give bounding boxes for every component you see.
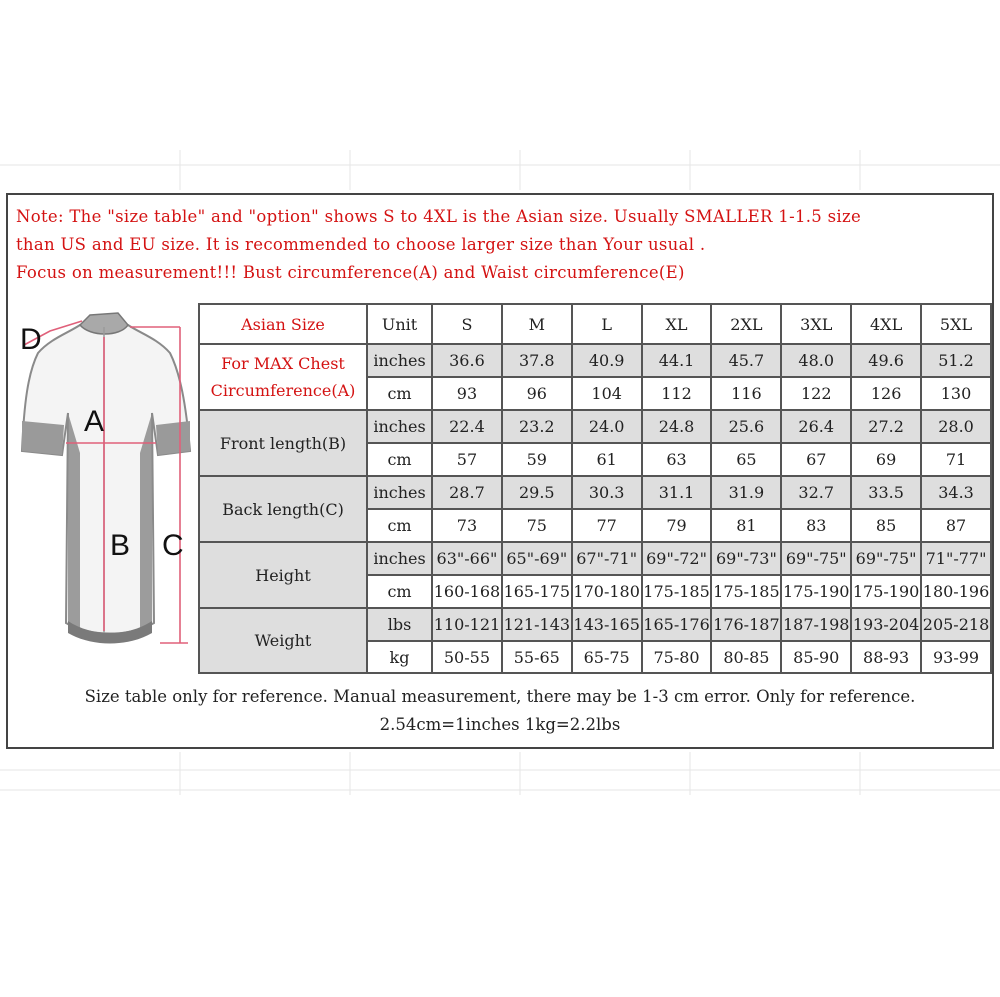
value-cell: 116 — [711, 377, 781, 410]
size-chart-frame — [6, 193, 994, 749]
label-c: C — [162, 529, 184, 562]
size-m: M — [502, 304, 572, 344]
value-cell: 175-190 — [781, 575, 851, 608]
value-cell: 75-80 — [642, 641, 712, 673]
value-cell: 65-75 — [572, 641, 642, 673]
value-cell: 77 — [572, 509, 642, 542]
value-cell: 61 — [572, 443, 642, 476]
value-cell: 31.1 — [642, 476, 712, 509]
value-cell: 126 — [851, 377, 921, 410]
unit-cell: cm — [367, 575, 432, 608]
chest-label — [199, 344, 367, 410]
value-cell: 93 — [432, 377, 502, 410]
value-cell: 69"-75" — [781, 542, 851, 575]
value-cell: 50-55 — [432, 641, 502, 673]
note-line-2: than US and EU size. It is recommended to choose larger size than Your usual . — [16, 235, 706, 254]
footer-line-1: Size table only for reference. Manual measurement, there may be 1-3 cm error. Only for reference. — [84, 687, 916, 706]
table-row — [199, 542, 991, 575]
value-cell: 130 — [921, 377, 991, 410]
value-cell: 160-168 — [432, 575, 502, 608]
value-cell: 187-198 — [781, 608, 851, 641]
value-cell: 104 — [572, 377, 642, 410]
value-cell: 49.6 — [851, 344, 921, 377]
value-cell: 96 — [502, 377, 572, 410]
table-row — [199, 476, 991, 509]
value-cell: 165-175 — [502, 575, 572, 608]
value-cell: 31.9 — [711, 476, 781, 509]
value-cell: 34.3 — [921, 476, 991, 509]
size-s: S — [432, 304, 502, 344]
unit-cell: inches — [367, 410, 432, 443]
value-cell: 69"-73" — [711, 542, 781, 575]
value-cell: 80-85 — [711, 641, 781, 673]
footer-line-2: 2.54cm=1inches 1kg=2.2lbs — [379, 715, 621, 734]
value-cell: 55-65 — [502, 641, 572, 673]
value-cell: 28.7 — [432, 476, 502, 509]
height-label: Height — [199, 542, 367, 608]
value-cell: 83 — [781, 509, 851, 542]
value-cell: 24.0 — [572, 410, 642, 443]
size-header-row — [199, 304, 991, 344]
value-cell: 22.4 — [432, 410, 502, 443]
table-row — [199, 410, 991, 443]
table-row — [199, 344, 991, 377]
value-cell: 25.6 — [711, 410, 781, 443]
value-cell: 81 — [711, 509, 781, 542]
value-cell: 32.7 — [781, 476, 851, 509]
value-cell: 67 — [781, 443, 851, 476]
value-cell: 65 — [711, 443, 781, 476]
unit-cell: cm — [367, 509, 432, 542]
value-cell: 175-190 — [851, 575, 921, 608]
value-cell: 165-176 — [642, 608, 712, 641]
value-cell: 85-90 — [781, 641, 851, 673]
value-cell: 175-185 — [642, 575, 712, 608]
value-cell: 67"-71" — [572, 542, 642, 575]
value-cell: 28.0 — [921, 410, 991, 443]
weight-label: Weight — [199, 608, 367, 673]
value-cell: 45.7 — [711, 344, 781, 377]
value-cell: 57 — [432, 443, 502, 476]
size-table — [198, 303, 992, 674]
label-b: B — [110, 529, 131, 562]
value-cell: 122 — [781, 377, 851, 410]
label-a: A — [84, 405, 105, 438]
value-cell: 175-185 — [711, 575, 781, 608]
value-cell: 110-121 — [432, 608, 502, 641]
value-cell: 87 — [921, 509, 991, 542]
value-cell: 93-99 — [921, 641, 991, 673]
value-cell: 205-218 — [921, 608, 991, 641]
value-cell: 59 — [502, 443, 572, 476]
value-cell: 63"-66" — [432, 542, 502, 575]
size-5xl: 5XL — [921, 304, 991, 344]
reference-footer — [8, 683, 992, 739]
value-cell: 33.5 — [851, 476, 921, 509]
value-cell: 37.8 — [502, 344, 572, 377]
size-4xl: 4XL — [851, 304, 921, 344]
value-cell: 143-165 — [572, 608, 642, 641]
value-cell: 176-187 — [711, 608, 781, 641]
value-cell: 40.9 — [572, 344, 642, 377]
note-line-3: Focus on measurement!!! Bust circumference(A) and Waist circumference(E) — [16, 263, 685, 282]
value-cell: 65"-69" — [502, 542, 572, 575]
value-cell: 63 — [642, 443, 712, 476]
unit-cell: inches — [367, 476, 432, 509]
value-cell: 73 — [432, 509, 502, 542]
value-cell: 121-143 — [502, 608, 572, 641]
jersey-illustration — [22, 313, 190, 644]
size-l: L — [572, 304, 642, 344]
value-cell: 112 — [642, 377, 712, 410]
unit-cell: inches — [367, 542, 432, 575]
value-cell: 44.1 — [642, 344, 712, 377]
size-xl: XL — [642, 304, 712, 344]
label-d: D — [20, 323, 42, 356]
value-cell: 69 — [851, 443, 921, 476]
front-length-label: Front length(B) — [199, 410, 367, 476]
value-cell: 79 — [642, 509, 712, 542]
value-cell: 170-180 — [572, 575, 642, 608]
size-note — [16, 203, 976, 287]
value-cell: 24.8 — [642, 410, 712, 443]
value-cell: 69"-75" — [851, 542, 921, 575]
size-3xl: 3XL — [781, 304, 851, 344]
note-line-1: Note: The "size table" and "option" shows S to 4XL is the Asian size. Usually SMALLER 1-1.5 size — [16, 207, 862, 226]
value-cell: 30.3 — [572, 476, 642, 509]
value-cell: 69"-72" — [642, 542, 712, 575]
chest-label-line-2: Circumference(A) — [210, 381, 356, 400]
value-cell: 75 — [502, 509, 572, 542]
unit-cell: cm — [367, 443, 432, 476]
unit-cell: inches — [367, 344, 432, 377]
value-cell: 71 — [921, 443, 991, 476]
value-cell: 23.2 — [502, 410, 572, 443]
unit-cell: kg — [367, 641, 432, 673]
value-cell: 29.5 — [502, 476, 572, 509]
value-cell: 180-196 — [921, 575, 991, 608]
unit-cell: lbs — [367, 608, 432, 641]
unit-header: Unit — [367, 304, 432, 344]
value-cell: 48.0 — [781, 344, 851, 377]
value-cell: 85 — [851, 509, 921, 542]
value-cell: 193-204 — [851, 608, 921, 641]
table-row — [199, 608, 991, 641]
value-cell: 88-93 — [851, 641, 921, 673]
jersey-measurement-diagram — [10, 303, 198, 679]
value-cell: 51.2 — [921, 344, 991, 377]
value-cell: 26.4 — [781, 410, 851, 443]
value-cell: 36.6 — [432, 344, 502, 377]
unit-cell: cm — [367, 377, 432, 410]
size-2xl: 2XL — [711, 304, 781, 344]
value-cell: 71"-77" — [921, 542, 991, 575]
chest-label-line-1: For MAX Chest — [221, 354, 345, 373]
back-length-label: Back length(C) — [199, 476, 367, 542]
asian-size-header: Asian Size — [199, 304, 367, 344]
value-cell: 27.2 — [851, 410, 921, 443]
